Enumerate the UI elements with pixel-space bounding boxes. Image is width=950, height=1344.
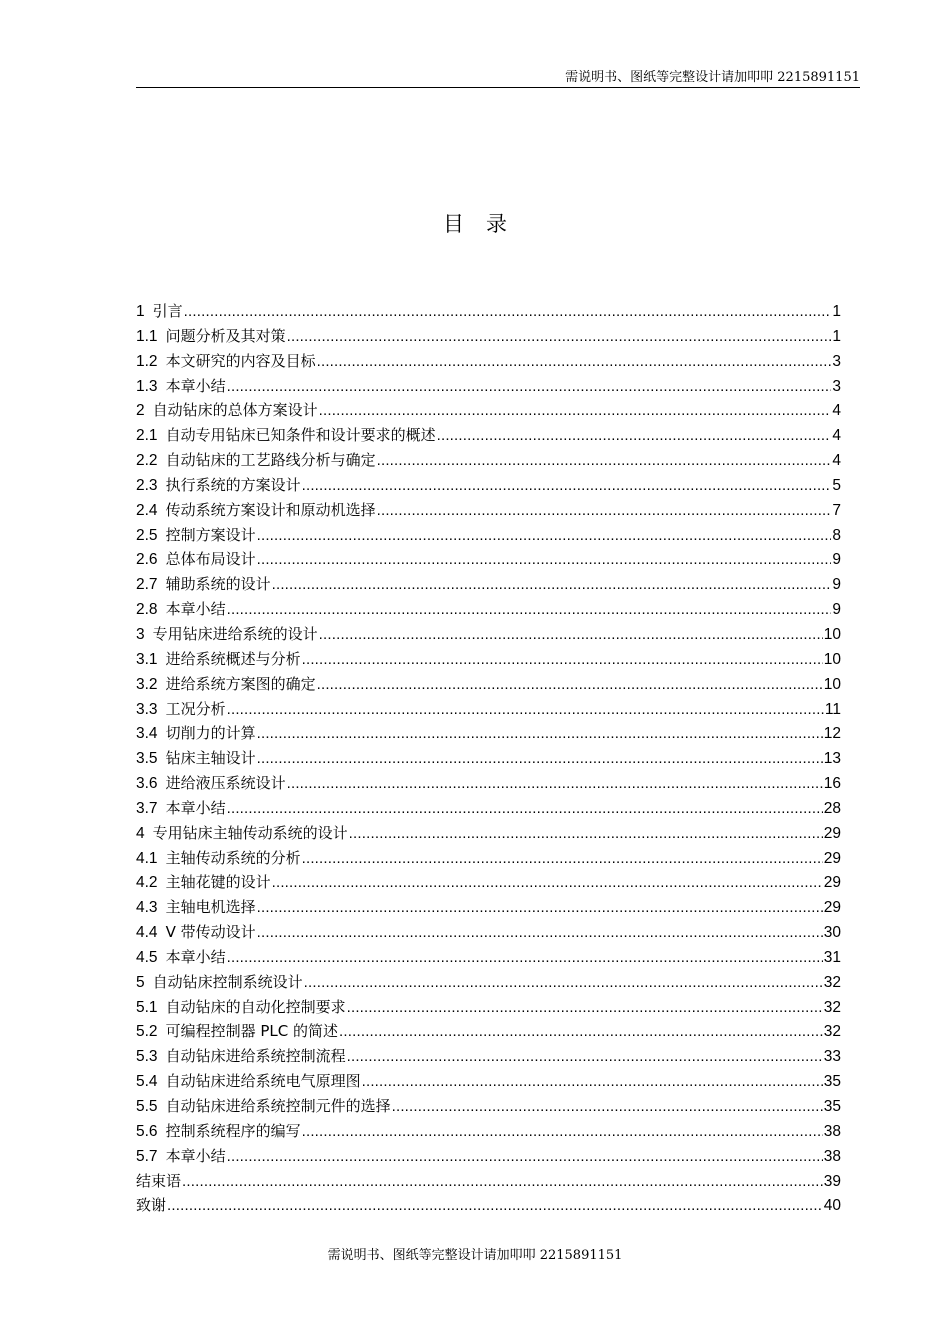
toc-entry-label: 控制方案设计 xyxy=(165,525,256,544)
toc-dot-leader xyxy=(302,847,823,872)
toc-entry-number: 3.2 xyxy=(136,675,158,693)
toc-dot-leader xyxy=(302,648,823,673)
toc-entry-number: 3.7 xyxy=(136,799,158,817)
toc-entry-page: 32 xyxy=(823,998,841,1016)
toc-entry-label: 切削力的计算 xyxy=(165,724,256,743)
toc-entry[interactable] xyxy=(136,448,841,473)
toc-entry-number: 4.3 xyxy=(136,899,158,917)
toc-entry-label: 自动钻床控制系统设计 xyxy=(152,972,303,991)
toc-dot-leader xyxy=(347,996,823,1021)
toc-dot-leader xyxy=(257,896,823,921)
toc-dot-leader xyxy=(377,449,832,474)
toc-entry[interactable] xyxy=(136,622,841,647)
toc-entry-label: V 带传动设计 xyxy=(165,923,256,942)
toc-entry[interactable] xyxy=(136,523,841,548)
toc-entry-number: 1.1 xyxy=(136,327,158,345)
table-of-contents xyxy=(136,299,841,1218)
toc-dot-leader xyxy=(257,921,823,946)
toc-entry-number: 3.4 xyxy=(136,725,158,743)
toc-entry-page: 9 xyxy=(832,601,841,619)
toc-entry-number: 5.3 xyxy=(136,1048,158,1066)
toc-entry[interactable] xyxy=(136,398,841,423)
toc-dot-leader xyxy=(257,524,832,549)
toc-entry[interactable] xyxy=(136,721,841,746)
page-header-text: 需说明书、图纸等完整设计请加叩叩 2215891151 xyxy=(565,70,860,85)
toc-entry-label: 自动钻床进给系统电气原理图 xyxy=(165,1072,361,1091)
page-footer-text: 需说明书、图纸等完整设计请加叩叩 2215891151 xyxy=(327,1248,623,1263)
toc-entry-page: 13 xyxy=(823,750,841,768)
toc-entry[interactable] xyxy=(136,796,841,821)
toc-entry[interactable] xyxy=(136,597,841,622)
toc-entry[interactable] xyxy=(136,920,841,945)
toc-entry-label: 结束语 xyxy=(136,1171,182,1190)
toc-dot-leader xyxy=(227,698,824,723)
toc-dot-leader xyxy=(182,1170,823,1195)
toc-entry-page: 38 xyxy=(823,1122,841,1140)
toc-entry-number: 5.6 xyxy=(136,1122,158,1140)
toc-entry-page: 31 xyxy=(823,948,841,966)
toc-entry-label: 进给系统概述与分析 xyxy=(165,649,301,668)
toc-dot-leader xyxy=(227,1145,823,1170)
toc-entry[interactable] xyxy=(136,1144,841,1169)
toc-entry-label: 本文研究的内容及目标 xyxy=(165,351,316,370)
toc-entry-number: 2.4 xyxy=(136,501,158,519)
toc-dot-leader xyxy=(257,548,832,573)
toc-entry[interactable] xyxy=(136,1044,841,1069)
toc-entry-label: 控制系统程序的编写 xyxy=(165,1121,301,1140)
toc-entry[interactable] xyxy=(136,423,841,448)
toc-dot-leader xyxy=(227,375,832,400)
toc-entry-label: 可编程控制器 PLC 的简述 xyxy=(165,1022,338,1041)
toc-entry-label: 本章小结 xyxy=(165,376,226,395)
toc-entry-page: 1 xyxy=(832,327,841,345)
toc-entry-label: 致谢 xyxy=(136,1196,167,1215)
toc-entry[interactable] xyxy=(136,572,841,597)
toc-dot-leader xyxy=(437,424,832,449)
toc-entry-label: 本章小结 xyxy=(165,947,226,966)
toc-dot-leader xyxy=(347,1045,823,1070)
toc-entry-number: 1.2 xyxy=(136,352,158,370)
toc-entry[interactable] xyxy=(136,324,841,349)
toc-entry-page: 3 xyxy=(832,352,841,370)
toc-entry[interactable] xyxy=(136,349,841,374)
toc-dot-leader xyxy=(184,300,832,325)
toc-dot-leader xyxy=(287,772,823,797)
toc-entry-page: 11 xyxy=(824,700,841,718)
toc-entry[interactable] xyxy=(136,1169,841,1194)
toc-dot-leader xyxy=(319,623,823,648)
toc-entry-label: 传动系统方案设计和原动机选择 xyxy=(165,500,376,519)
toc-entry-page: 4 xyxy=(832,402,841,420)
toc-entry[interactable] xyxy=(136,1119,841,1144)
toc-dot-leader xyxy=(317,350,832,375)
toc-dot-leader xyxy=(317,673,823,698)
toc-entry-page: 3 xyxy=(832,377,841,395)
toc-entry-label: 引言 xyxy=(152,302,183,320)
toc-entry-number: 4 xyxy=(136,824,145,842)
toc-entry-page: 4 xyxy=(832,427,841,445)
toc-entry-number: 3.1 xyxy=(136,650,158,668)
toc-entry-label: 钻床主轴设计 xyxy=(165,749,256,768)
toc-dot-leader xyxy=(167,1194,823,1219)
toc-entry-page: 9 xyxy=(832,551,841,569)
toc-entry-number: 3.3 xyxy=(136,700,158,718)
toc-entry-label: 自动钻床的总体方案设计 xyxy=(152,401,318,420)
toc-dot-leader xyxy=(287,325,832,350)
toc-entry-page: 8 xyxy=(832,526,841,544)
header-rule xyxy=(136,87,860,88)
toc-entry-label: 自动钻床进给系统控制元件的选择 xyxy=(165,1097,391,1115)
toc-entry[interactable] xyxy=(136,895,841,920)
toc-entry-page: 35 xyxy=(823,1073,841,1091)
toc-entry[interactable] xyxy=(136,374,841,399)
toc-entry-number: 2.2 xyxy=(136,452,158,470)
toc-dot-leader xyxy=(227,946,823,971)
toc-entry[interactable] xyxy=(136,1019,841,1044)
toc-entry-label: 主轴传动系统的分析 xyxy=(165,848,301,867)
toc-entry[interactable] xyxy=(136,1193,841,1218)
toc-entry[interactable] xyxy=(136,672,841,697)
toc-entry-number: 4.4 xyxy=(136,924,158,942)
toc-entry[interactable] xyxy=(136,846,841,871)
toc-entry[interactable] xyxy=(136,647,841,672)
toc-entry-label: 自动钻床进给系统控制流程 xyxy=(165,1047,346,1066)
toc-dot-leader xyxy=(319,399,832,424)
toc-entry[interactable] xyxy=(136,970,841,995)
toc-entry[interactable] xyxy=(136,746,841,771)
toc-entry-label: 本章小结 xyxy=(165,798,226,817)
toc-dot-leader xyxy=(302,474,832,499)
toc-entry-page: 29 xyxy=(823,824,841,842)
toc-entry[interactable] xyxy=(136,1069,841,1094)
toc-entry-label: 进给系统方案图的确定 xyxy=(165,674,316,693)
toc-entry-label: 总体布局设计 xyxy=(165,550,256,569)
toc-entry[interactable] xyxy=(136,821,841,846)
toc-entry-page: 32 xyxy=(823,973,841,991)
toc-entry-number: 2.7 xyxy=(136,576,158,594)
toc-entry-number: 5.2 xyxy=(136,1023,158,1041)
toc-entry-label: 本章小结 xyxy=(165,1146,226,1165)
toc-entry-page: 12 xyxy=(823,725,841,743)
toc-entry[interactable] xyxy=(136,547,841,572)
toc-entry-page: 35 xyxy=(823,1098,841,1115)
toc-entry-page: 29 xyxy=(823,874,841,892)
toc-entry-number: 2.3 xyxy=(136,476,158,494)
toc-dot-leader xyxy=(304,971,823,996)
toc-entry-label: 执行系统的方案设计 xyxy=(165,475,301,494)
toc-entry[interactable] xyxy=(136,697,841,722)
toc-dot-leader xyxy=(339,1020,823,1045)
toc-dot-leader xyxy=(257,722,823,747)
toc-entry-page: 1 xyxy=(832,303,841,320)
toc-entry-page: 33 xyxy=(823,1048,841,1066)
toc-entry-page: 5 xyxy=(832,476,841,494)
toc-entry-label: 专用钻床主轴传动系统的设计 xyxy=(152,823,348,842)
toc-entry[interactable] xyxy=(136,870,841,895)
toc-dot-leader xyxy=(349,822,823,847)
toc-entry-number: 1 xyxy=(136,303,145,320)
toc-entry-number: 3.5 xyxy=(136,750,158,768)
toc-entry-page: 29 xyxy=(823,849,841,867)
toc-entry-label: 工况分析 xyxy=(165,699,226,718)
toc-entry-label: 自动钻床的自动化控制要求 xyxy=(165,997,346,1016)
toc-entry-page: 30 xyxy=(823,924,841,942)
toc-entry-page: 40 xyxy=(823,1197,841,1215)
toc-entry-page: 10 xyxy=(823,675,841,693)
toc-dot-leader xyxy=(377,499,832,524)
toc-entry-number: 2.8 xyxy=(136,601,158,619)
toc-entry-label: 本章小结 xyxy=(165,600,226,619)
toc-entry-page: 10 xyxy=(823,650,841,668)
toc-entry-number: 5.7 xyxy=(136,1147,158,1165)
toc-dot-leader xyxy=(392,1095,823,1120)
toc-entry-number: 1.3 xyxy=(136,377,158,395)
toc-dot-leader xyxy=(227,797,823,822)
toc-entry-number: 5.1 xyxy=(136,998,158,1016)
toc-entry-number: 2.6 xyxy=(136,551,158,569)
toc-entry-page: 4 xyxy=(832,452,841,470)
toc-entry[interactable] xyxy=(136,498,841,523)
toc-entry-label: 进给液压系统设计 xyxy=(165,774,286,793)
toc-title: 目录 xyxy=(443,212,529,236)
toc-entry-number: 2 xyxy=(136,402,145,420)
toc-dot-leader xyxy=(227,598,832,623)
toc-entry[interactable] xyxy=(136,771,841,796)
toc-entry-page: 39 xyxy=(823,1172,841,1190)
toc-entry-label: 主轴花键的设计 xyxy=(165,873,271,892)
toc-entry-number: 2.1 xyxy=(136,427,158,445)
toc-dot-leader xyxy=(302,1120,823,1145)
toc-entry-label: 问题分析及其对策 xyxy=(165,326,286,345)
toc-entry-number: 3 xyxy=(136,625,145,643)
toc-entry-page: 9 xyxy=(832,576,841,594)
toc-entry-page: 32 xyxy=(823,1023,841,1041)
toc-entry-page: 28 xyxy=(823,799,841,817)
toc-entry-number: 4.1 xyxy=(136,849,158,867)
toc-entry-number: 4.2 xyxy=(136,874,158,892)
toc-entry[interactable] xyxy=(136,473,841,498)
toc-entry-page: 38 xyxy=(823,1147,841,1165)
toc-entry-page: 16 xyxy=(823,775,841,793)
toc-entry-number: 5.5 xyxy=(136,1098,158,1115)
toc-entry-page: 10 xyxy=(823,625,841,643)
toc-dot-leader xyxy=(257,747,823,772)
toc-entry-number: 5.4 xyxy=(136,1073,158,1091)
toc-entry-page: 7 xyxy=(832,501,841,519)
toc-dot-leader xyxy=(272,573,832,598)
toc-entry-label: 辅助系统的设计 xyxy=(165,575,271,594)
toc-entry[interactable] xyxy=(136,299,841,324)
toc-entry-number: 2.5 xyxy=(136,526,158,544)
toc-entry-number: 5 xyxy=(136,973,145,991)
toc-entry-label: 主轴电机选择 xyxy=(165,898,256,917)
toc-entry-label: 自动钻床的工艺路线分析与确定 xyxy=(165,451,376,470)
toc-entry-page: 29 xyxy=(823,899,841,917)
toc-entry-number: 3.6 xyxy=(136,775,158,793)
toc-dot-leader xyxy=(272,871,823,896)
toc-entry-label: 自动专用钻床已知条件和设计要求的概述 xyxy=(165,426,436,445)
toc-entry-label: 专用钻床进给系统的设计 xyxy=(152,624,318,643)
toc-entry[interactable] xyxy=(136,1094,841,1119)
toc-entry-number: 4.5 xyxy=(136,948,158,966)
toc-dot-leader xyxy=(362,1070,823,1095)
toc-entry[interactable] xyxy=(136,995,841,1020)
toc-entry[interactable] xyxy=(136,945,841,970)
